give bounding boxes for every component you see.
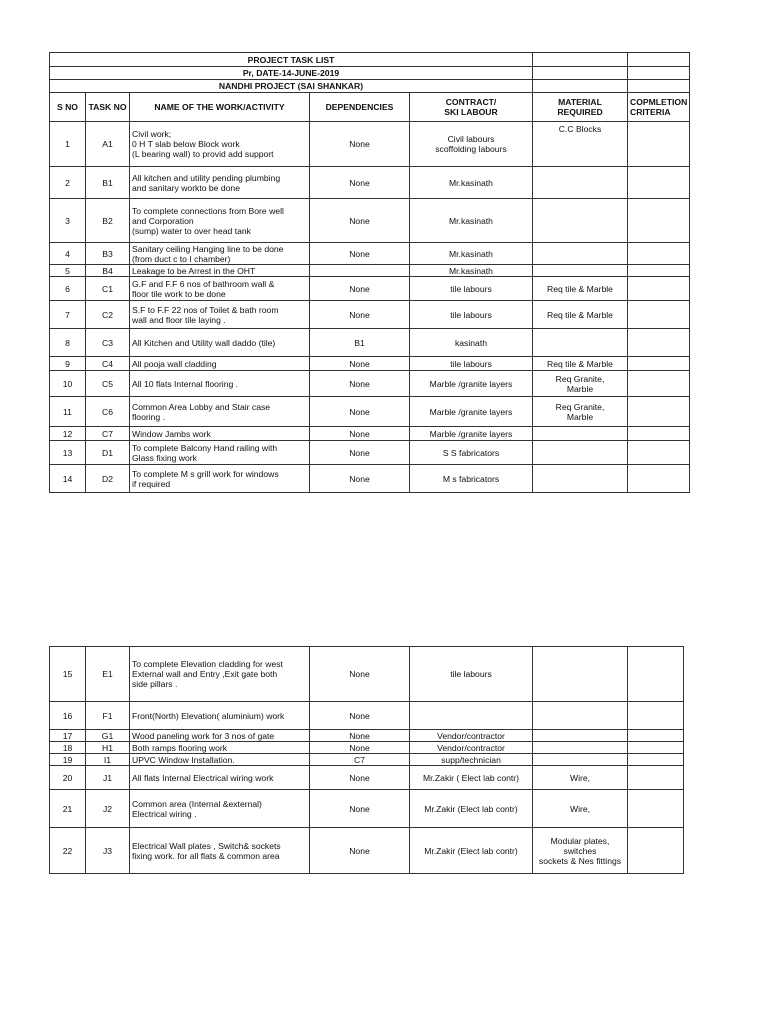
row-dependency: None (310, 790, 410, 828)
row-material (533, 329, 628, 357)
row-work-name: Both ramps flooring work (130, 742, 310, 754)
table-row (50, 122, 690, 167)
row-task-no: J1 (86, 766, 130, 790)
row-sno: 16 (50, 702, 86, 730)
date-row (50, 67, 690, 80)
table-row (50, 790, 684, 828)
row-contract: tile labours (410, 647, 533, 702)
row-completion (628, 277, 690, 301)
row-contract: S S fabricators (410, 441, 533, 465)
table-row (50, 329, 690, 357)
row-work-name: To complete Elevation cladding for west External wall and Entry ,Exit gate both side pillars . (130, 647, 310, 702)
row-contract: Marble /granite layers (410, 371, 533, 397)
row-dependency: B1 (310, 329, 410, 357)
row-dependency: None (310, 357, 410, 371)
header-row (50, 93, 690, 122)
row-task-no: J2 (86, 790, 130, 828)
header-dependencies: DEPENDENCIES (310, 93, 410, 122)
header-completion: COPMLETION CRITERIA (628, 93, 690, 122)
table-row (50, 754, 684, 766)
row-contract: tile labours (410, 277, 533, 301)
row-work-name: Common area (Internal &external) Electrical wiring . (130, 790, 310, 828)
project-name: NANDHI PROJECT (SAI SHANKAR) (50, 80, 533, 93)
task-table-part2 (49, 646, 684, 874)
row-sno: 14 (50, 465, 86, 493)
row-material (533, 465, 628, 493)
table-body-part2 (50, 647, 684, 874)
row-contract: Mr.kasinath (410, 243, 533, 265)
row-task-no: B3 (86, 243, 130, 265)
row-dependency: None (310, 301, 410, 329)
table-row (50, 397, 690, 427)
row-sno: 12 (50, 427, 86, 441)
row-task-no: C3 (86, 329, 130, 357)
row-contract: Civil labours scoffolding labours (410, 122, 533, 167)
row-contract: Mr.Zakir (Elect lab contr) (410, 828, 533, 874)
row-task-no: C1 (86, 277, 130, 301)
row-sno: 20 (50, 766, 86, 790)
table-row (50, 427, 690, 441)
document-date: Pr, DATE-14-JUNE-2019 (50, 67, 533, 80)
row-sno: 19 (50, 754, 86, 766)
row-completion (628, 790, 684, 828)
row-dependency: None (310, 766, 410, 790)
row-completion (628, 329, 690, 357)
table-row (50, 265, 690, 277)
row-sno: 13 (50, 441, 86, 465)
row-contract: Mr.kasinath (410, 167, 533, 199)
row-task-no: C4 (86, 357, 130, 371)
row-completion (628, 441, 690, 465)
row-contract: kasinath (410, 329, 533, 357)
row-task-no: D2 (86, 465, 130, 493)
row-task-no: E1 (86, 647, 130, 702)
table-body-part1 (50, 122, 690, 493)
row-sno: 7 (50, 301, 86, 329)
table-row (50, 742, 684, 754)
row-contract: supp/technician (410, 754, 533, 766)
row-contract: Mr.Zakir ( Elect lab contr) (410, 766, 533, 790)
row-material: Modular plates, switches sockets & Nes fittings (533, 828, 628, 874)
table-row (50, 167, 690, 199)
header-sno: S NO (50, 93, 86, 122)
row-dependency: None (310, 730, 410, 742)
row-task-no: D1 (86, 441, 130, 465)
row-work-name: Wood paneling work for 3 nos of gate (130, 730, 310, 742)
row-material (533, 702, 628, 730)
row-task-no: A1 (86, 122, 130, 167)
row-material: Req Granite, Marble (533, 397, 628, 427)
row-dependency: None (310, 647, 410, 702)
table-row (50, 441, 690, 465)
row-completion (628, 301, 690, 329)
row-task-no: C2 (86, 301, 130, 329)
table-row (50, 730, 684, 742)
row-completion (628, 265, 690, 277)
row-work-name: Civil work; 0 H T slab below Block work (L bearing wall) to provid add support (130, 122, 310, 167)
row-dependency: None (310, 122, 410, 167)
row-work-name: To complete Balcony Hand railing with Glass fixing work (130, 441, 310, 465)
table-row (50, 301, 690, 329)
row-sno: 2 (50, 167, 86, 199)
row-sno: 11 (50, 397, 86, 427)
row-material (533, 647, 628, 702)
row-dependency: None (310, 199, 410, 243)
row-dependency: None (310, 427, 410, 441)
row-work-name: Leakage to be Arrest in the OHT (130, 265, 310, 277)
project-row (50, 80, 690, 93)
row-material (533, 243, 628, 265)
table-row (50, 199, 690, 243)
row-contract: Vendor/contractor (410, 730, 533, 742)
row-material (533, 441, 628, 465)
row-task-no: H1 (86, 742, 130, 754)
row-contract: Marble /granite layers (410, 397, 533, 427)
row-task-no: F1 (86, 702, 130, 730)
row-material (533, 730, 628, 742)
row-work-name: Front(North) Elevation( aluminium) work (130, 702, 310, 730)
row-task-no: C7 (86, 427, 130, 441)
row-material (533, 427, 628, 441)
row-work-name: To complete connections from Bore well and Corporation (sump) water to over head tank (130, 199, 310, 243)
table-row (50, 828, 684, 874)
row-material: Req tile & Marble (533, 357, 628, 371)
row-dependency: None (310, 828, 410, 874)
row-material: Req Granite, Marble (533, 371, 628, 397)
row-contract: Vendor/contractor (410, 742, 533, 754)
row-work-name: All flats Internal Electrical wiring work (130, 766, 310, 790)
row-contract (410, 702, 533, 730)
row-task-no: B1 (86, 167, 130, 199)
row-dependency: None (310, 277, 410, 301)
row-dependency (310, 265, 410, 277)
row-sno: 17 (50, 730, 86, 742)
row-contract: tile labours (410, 301, 533, 329)
row-completion (628, 828, 684, 874)
table-row (50, 465, 690, 493)
row-dependency: None (310, 243, 410, 265)
table-row (50, 702, 684, 730)
table-row (50, 357, 690, 371)
row-contract: Mr.kasinath (410, 199, 533, 243)
table-row (50, 277, 690, 301)
row-work-name: S.F to F.F 22 nos of Toilet & bath room wall and floor tile laying . (130, 301, 310, 329)
row-completion (628, 742, 684, 754)
row-task-no: J3 (86, 828, 130, 874)
table-row (50, 766, 684, 790)
row-material (533, 167, 628, 199)
row-material: C.C Blocks (533, 122, 628, 167)
row-dependency: C7 (310, 754, 410, 766)
row-completion (628, 766, 684, 790)
row-material: Wire, (533, 766, 628, 790)
row-contract: M s fabricators (410, 465, 533, 493)
row-completion (628, 167, 690, 199)
task-table-part1 (49, 52, 690, 493)
header-work: NAME OF THE WORK/ACTIVITY (130, 93, 310, 122)
row-work-name: Common Area Lobby and Stair case flooring . (130, 397, 310, 427)
row-completion (628, 397, 690, 427)
row-task-no: B4 (86, 265, 130, 277)
row-dependency: None (310, 465, 410, 493)
row-task-no: I1 (86, 754, 130, 766)
row-dependency: None (310, 742, 410, 754)
row-task-no: C5 (86, 371, 130, 397)
row-material: Req tile & Marble (533, 277, 628, 301)
row-task-no: G1 (86, 730, 130, 742)
row-contract: Mr.kasinath (410, 265, 533, 277)
row-dependency: None (310, 702, 410, 730)
row-completion (628, 754, 684, 766)
row-work-name: To complete M s grill work for windows if required (130, 465, 310, 493)
row-task-no: B2 (86, 199, 130, 243)
row-sno: 18 (50, 742, 86, 754)
row-completion (628, 199, 690, 243)
row-completion (628, 730, 684, 742)
row-contract: tile labours (410, 357, 533, 371)
row-completion (628, 122, 690, 167)
row-work-name: All kitchen and utility pending plumbing and sanitary workto be done (130, 167, 310, 199)
row-material (533, 199, 628, 243)
row-sno: 1 (50, 122, 86, 167)
row-work-name: Sanitary ceiling Hanging line to be done (from duct c to I chamber) (130, 243, 310, 265)
row-task-no: C6 (86, 397, 130, 427)
row-sno: 22 (50, 828, 86, 874)
row-completion (628, 427, 690, 441)
row-material (533, 742, 628, 754)
row-work-name: Window Jambs work (130, 427, 310, 441)
table-row (50, 647, 684, 702)
title-row (50, 53, 690, 67)
row-sno: 8 (50, 329, 86, 357)
row-sno: 15 (50, 647, 86, 702)
row-sno: 10 (50, 371, 86, 397)
row-material: Req tile & Marble (533, 301, 628, 329)
row-dependency: None (310, 167, 410, 199)
row-completion (628, 371, 690, 397)
header-material: MATERIAL REQUIRED (533, 93, 628, 122)
row-sno: 9 (50, 357, 86, 371)
row-completion (628, 357, 690, 371)
row-completion (628, 702, 684, 730)
row-contract: Mr.Zakir (Elect lab contr) (410, 790, 533, 828)
row-material: Wire, (533, 790, 628, 828)
row-sno: 21 (50, 790, 86, 828)
table-row (50, 371, 690, 397)
document-title: PROJECT TASK LIST (50, 53, 533, 67)
header-task-no: TASK NO (86, 93, 130, 122)
row-completion (628, 465, 690, 493)
row-completion (628, 647, 684, 702)
row-dependency: None (310, 441, 410, 465)
row-work-name: All 10 flats Internal flooring . (130, 371, 310, 397)
row-dependency: None (310, 371, 410, 397)
row-work-name: UPVC Window Installation. (130, 754, 310, 766)
row-sno: 5 (50, 265, 86, 277)
row-work-name: G.F and F.F 6 nos of bathroom wall & floor tile work to be done (130, 277, 310, 301)
row-sno: 3 (50, 199, 86, 243)
row-contract: Marble /granite layers (410, 427, 533, 441)
row-work-name: Electrical Wall plates , Switch& sockets fixing work. for all flats & common area (130, 828, 310, 874)
header-contract: CONTRACT/ SKI LABOUR (410, 93, 533, 122)
row-material (533, 754, 628, 766)
row-sno: 6 (50, 277, 86, 301)
row-completion (628, 243, 690, 265)
table-row (50, 243, 690, 265)
row-work-name: All Kitchen and Utility wall daddo (tile) (130, 329, 310, 357)
row-work-name: All pooja wall cladding (130, 357, 310, 371)
row-dependency: None (310, 397, 410, 427)
row-material (533, 265, 628, 277)
row-sno: 4 (50, 243, 86, 265)
